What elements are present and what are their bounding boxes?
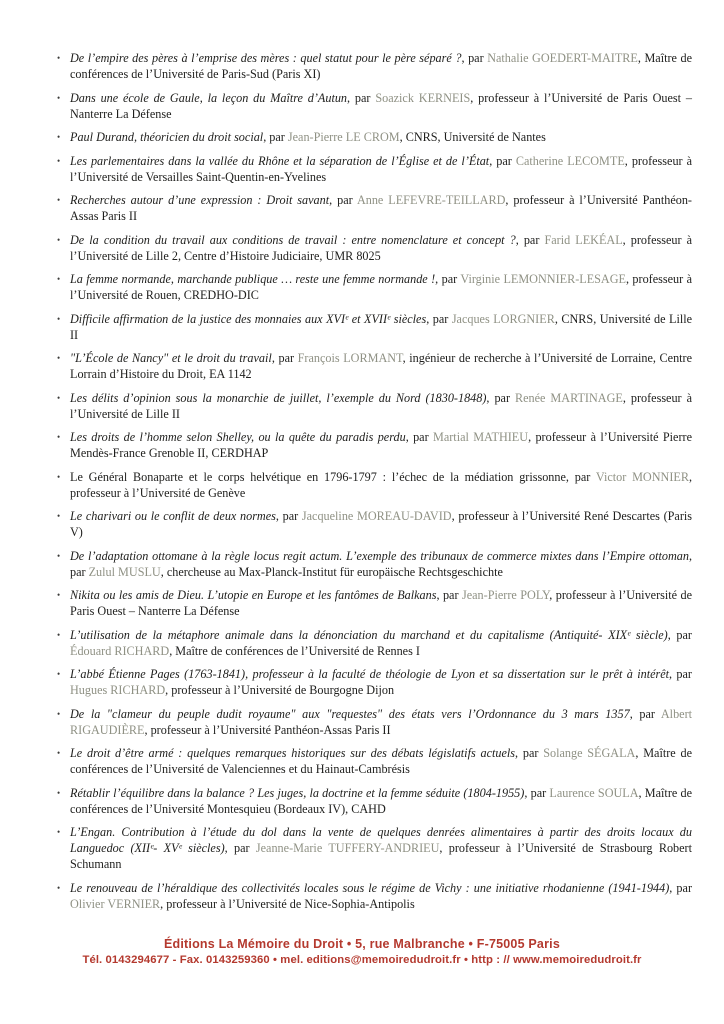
- affiliation-text: , Maître de conférences de l’Université de Valenciennes et du Hainaut-Cambrésis: [70, 746, 692, 776]
- par-label: , par: [426, 311, 452, 326]
- affiliation-text: , CNRS, Université de Nantes: [399, 130, 546, 144]
- paper-title: Dans une école de Gaule, la leçon du Maître d’Autun: [70, 90, 348, 105]
- par-label: , par: [629, 706, 661, 721]
- affiliation-text: , professeur à l’Université de Lille II: [70, 390, 693, 421]
- bullet-icon: •: [57, 629, 61, 640]
- author-name: Farid LEKÉAL: [544, 232, 623, 247]
- paper-title: "L’École de Nancy" et le droit du travail: [70, 351, 272, 365]
- affiliation-text: , professeur à l’Université de Bourgogne Dijon: [165, 683, 395, 697]
- bullet-icon: •: [57, 392, 61, 403]
- list-item: [56, 587, 692, 619]
- par-label: , par: [263, 130, 288, 144]
- list-item: [56, 548, 692, 580]
- author-name: Soazick KERNEIS: [375, 90, 471, 105]
- paper-title: L’utilisation de la métaphore animale dans la dénonciation du marchand et du capitalisme (Antiquité- XIXᵉ siècle): [70, 627, 668, 642]
- paper-title: La femme normande, marchande publique … reste une femme normande !: [70, 272, 436, 286]
- author-name: Virginie LEMONNIER-LESAGE: [460, 272, 626, 286]
- author-name: Albert RIGAUDIÈRE: [70, 706, 693, 737]
- paper-title: De la condition du travail aux conditions de travail : entre nomenclature et concept ?: [70, 232, 516, 247]
- list-item: [56, 469, 692, 501]
- list-item: [56, 390, 692, 422]
- author-name: Anne LEFEVRE-TEILLARD: [356, 193, 506, 207]
- par-label: , par: [405, 430, 433, 444]
- paper-title: Le droit d’être armé : quelques remarques historiques sur des débats législatifs actuels: [70, 746, 516, 760]
- paper-title: Le Général Bonaparte et le corps helvétique en 1796-1797 : l’échec de la médiation grissonne: [70, 469, 566, 484]
- list-item: [56, 666, 692, 698]
- affiliation-text: , professeur à l’Université de Versailles Saint-Quentin-en-Yvelines: [70, 153, 693, 184]
- paper-title: Rétablir l’équilibre dans la balance ? Les juges, la doctrine et la femme séduite (1804-1955): [70, 785, 525, 800]
- bullet-icon: •: [57, 432, 61, 442]
- bullet-icon: •: [57, 748, 61, 758]
- paper-title: Le renouveau de l’héraldique des collectivités locales sous le régime de Vichy : une initiative rhodanienne (1941-1944): [70, 880, 670, 895]
- bullet-icon: •: [57, 234, 61, 245]
- author-name: Jacqueline MOREAU-DAVID: [301, 509, 452, 523]
- list-item: [56, 90, 692, 122]
- author-name: Zulul MUSLU: [88, 564, 161, 579]
- affiliation-text: , professeur à l’Université de Genève: [70, 469, 693, 500]
- affiliation-text: , professeur à l’Université de Paris Ouest – Nanterre La Défense: [70, 90, 692, 121]
- author-name: Renée MARTINAGE: [515, 390, 623, 405]
- par-label: , par: [486, 390, 515, 405]
- bullet-icon: •: [57, 669, 61, 679]
- affiliation-text: , professeur à l’Université Panthéon-Assas Paris II: [144, 722, 391, 737]
- list-item: [56, 429, 692, 461]
- paper-title: Difficile affirmation de la justice des monnaies aux XVIᵉ et XVIIᵉ siècles: [70, 311, 427, 326]
- author-name: Catherine LECOMTE: [515, 153, 625, 168]
- publisher-address-line: Éditions La Mémoire du Droit • 5, rue Malbranche • F-75005 Paris: [164, 937, 560, 951]
- affiliation-text: , Maître de conférences de l’Université de Paris-Sud (Paris XI): [70, 51, 693, 81]
- par-label: , par: [224, 841, 256, 855]
- bullet-icon: •: [57, 195, 61, 205]
- author-name: Solange SÉGALA: [543, 746, 636, 760]
- par-label: , par: [347, 90, 376, 105]
- par-label: , par: [329, 193, 357, 207]
- affiliation-text: , professeur à l’Université de Strasbourg Robert Schumann: [70, 841, 692, 871]
- bullet-icon: •: [57, 53, 61, 63]
- list-item: [56, 880, 692, 912]
- par-label: , par: [669, 880, 692, 895]
- paper-title: Recherches autour d’une expression : Droit savant: [70, 193, 330, 207]
- author-name: Jeanne-Marie TUFFERY-ANDRIEU: [255, 841, 440, 855]
- bullet-icon: •: [57, 471, 61, 482]
- list-item: [56, 627, 692, 659]
- author-name: Jacques LORGNIER: [451, 311, 555, 326]
- affiliation-text: , professeur à l’Université Panthéon-Assas Paris II: [70, 193, 692, 223]
- bullet-icon: •: [57, 708, 61, 719]
- list-item: [56, 50, 692, 82]
- par-label: , par: [461, 51, 488, 65]
- paper-list-section: [56, 50, 692, 919]
- affiliation-text: , ingénieur de recherche à l’Université de Lorraine, Centre Lorrain d’Histoire du Droit, EA 1142: [70, 351, 693, 381]
- par-label: , par: [669, 667, 692, 681]
- paper-title: De la "clameur du peuple dudit royaume" aux "requestes" des états vers l’Ordonnance du 3 mars 1357: [70, 706, 630, 721]
- paper-title: De l’adaptation ottomane à la règle locus regit actum. L’exemple des tribunaux de commerce mixtes dans l’Empire ottoman: [70, 548, 689, 563]
- list-item: [56, 508, 692, 540]
- bullet-icon: •: [57, 882, 61, 893]
- par-label: , par: [275, 509, 302, 523]
- bullet-icon: •: [57, 132, 61, 142]
- author-name: Victor MONNIER: [595, 469, 689, 484]
- bullet-icon: •: [57, 511, 61, 521]
- affiliation-text: , Maître de conférences de l’Université Montesquieu (Bordeaux IV), CAHD: [70, 785, 692, 816]
- paper-title: L’Engan. Contribution à l’étude du dol dans la vente de quelques denrées alimentaires à partir des droits locaux du Languedoc (XIIᵉ- XVᵉ siècles): [70, 825, 692, 855]
- paper-title: Le charivari ou le conflit de deux normes: [70, 509, 276, 523]
- affiliation-text: , professeur à l’Université de Rouen, CREDHO-DIC: [70, 272, 693, 302]
- list-item: [56, 129, 692, 145]
- list-item: [56, 311, 692, 343]
- par-label: , par: [515, 232, 545, 247]
- author-name: Jean-Pierre POLY: [461, 588, 550, 602]
- list-item: [56, 706, 692, 738]
- par-label: , par: [565, 469, 596, 484]
- affiliation-text: , professeur à l’Université de Nice-Sophia-Antipolis: [160, 896, 415, 911]
- bullet-icon: •: [57, 353, 61, 363]
- list-item: [56, 350, 692, 382]
- author-name: Édouard RICHARD: [70, 643, 170, 658]
- publisher-contact-line: Tél. 0143294677 - Fax. 0143259360 • mel. editions@memoiredudroit.fr • http : // www.memoiredudroit.fr: [82, 954, 642, 966]
- bullet-icon: •: [57, 827, 61, 837]
- paper-title: Nikita ou les amis de Dieu. L’utopie en Europe et les fantômes de Balkans: [70, 588, 437, 602]
- affiliation-text: , professeur à l’Université de Lille 2, Centre d’Histoire Judiciaire, UMR 8025: [70, 232, 693, 263]
- list-item: [56, 271, 692, 303]
- bullet-icon: •: [57, 550, 61, 561]
- bullet-icon: •: [57, 590, 61, 600]
- affiliation-text: , professeur à l’Université de Paris Ouest – Nanterre La Défense: [70, 588, 692, 618]
- author-name: Hugues RICHARD: [70, 683, 166, 697]
- paper-title: Les délits d’opinion sous la monarchie de juillet, l’exemple du Nord (1830-1848): [70, 390, 487, 405]
- author-name: Martial MATHIEU: [433, 430, 529, 444]
- par-label: , par: [489, 153, 516, 168]
- list-item: [56, 785, 692, 817]
- author-name: Jean-Pierre LE CROM: [287, 130, 400, 144]
- par-label: , par: [435, 272, 461, 286]
- par-label: , par: [271, 351, 298, 365]
- affiliation-text: , Maître de conférences de l’Université de Rennes I: [169, 643, 420, 658]
- par-label: , par: [667, 627, 692, 642]
- paper-title: L’abbé Étienne Pages (1763-1841), professeur à la faculté de théologie de Lyon et sa dissertation sur le prêt à intérêt: [70, 667, 670, 681]
- list-item: [56, 153, 692, 185]
- affiliation-text: , chercheuse au Max-Planck-Institut für europäische Rechtsgeschichte: [160, 564, 503, 579]
- publisher-footer: [0, 936, 724, 968]
- affiliation-text: , CNRS, Université de Lille II: [70, 311, 693, 342]
- paper-title: Les parlementaires dans la vallée du Rhône et la séparation de l’Église et de l’État: [70, 153, 490, 168]
- bullet-icon: •: [57, 274, 61, 284]
- list-item: [56, 232, 692, 264]
- bullet-icon: •: [57, 155, 61, 166]
- affiliation-text: , professeur à l’Université Pierre Mendès-France Grenoble II, CERDHAP: [70, 430, 692, 460]
- list-item: [56, 745, 692, 777]
- list-item: [56, 192, 692, 224]
- par-label: , par: [515, 746, 544, 760]
- paper-list: [56, 50, 692, 912]
- par-label: , par: [524, 785, 550, 800]
- par-label: , par: [70, 548, 692, 579]
- author-name: François LORMANT: [297, 351, 403, 365]
- list-item: [56, 824, 692, 872]
- bullet-icon: •: [57, 787, 61, 798]
- bullet-icon: •: [57, 313, 61, 324]
- author-name: Nathalie GOEDERT-MAITRE: [487, 51, 638, 65]
- paper-title: De l’empire des pères à l’emprise des mères : quel statut pour le père séparé ?: [70, 51, 462, 65]
- author-name: Olivier VERNIER: [70, 896, 161, 911]
- author-name: Laurence SOULA: [549, 785, 639, 800]
- bullet-icon: •: [57, 92, 61, 103]
- paper-title: Les droits de l’homme selon Shelley, ou la quête du paradis perdu: [70, 430, 406, 444]
- par-label: , par: [436, 588, 462, 602]
- paper-title: Paul Durand, théoricien du droit social: [70, 130, 264, 144]
- affiliation-text: , professeur à l’Université René Descartes (Paris V): [70, 509, 693, 539]
